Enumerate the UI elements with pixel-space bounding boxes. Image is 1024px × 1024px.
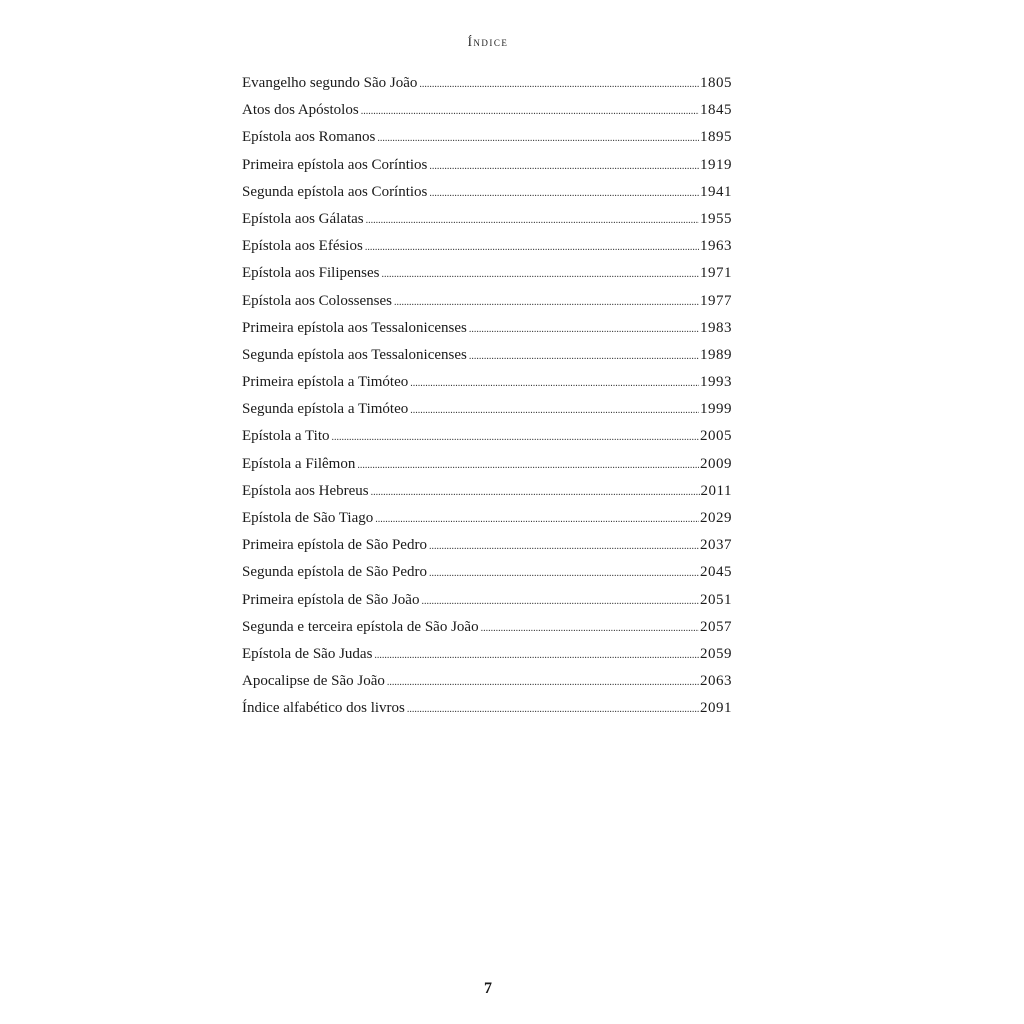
toc-entry-title: Segunda epístola a Timóteo: [242, 401, 409, 418]
toc-entry-title: Epístola aos Hebreus: [242, 482, 369, 499]
toc-entry-title: Epístola de São Tiago: [242, 510, 374, 526]
toc-entry[interactable]: [242, 559, 732, 586]
toc-entry-page: 2011: [700, 482, 732, 499]
dot-leader: [429, 180, 699, 207]
toc-entry[interactable]: [242, 587, 732, 614]
toc-entry-title: Índice alfabético dos livros: [242, 700, 405, 717]
toc-entry-page: 1977: [700, 292, 732, 309]
toc-entry-page: 2051: [700, 591, 732, 608]
dot-leader: [371, 479, 700, 506]
toc-entry-page: 1919: [700, 156, 732, 173]
dot-leader: [357, 452, 699, 479]
toc-entry[interactable]: [242, 179, 732, 206]
toc-entry-page: 1983: [700, 319, 732, 336]
toc-entry[interactable]: [242, 695, 732, 722]
toc-entry-title: Primeira epístola aos Tessalonicenses: [242, 319, 467, 336]
toc-entry[interactable]: [242, 315, 732, 342]
toc-entry[interactable]: [242, 206, 732, 233]
toc-entry-page: 1963: [700, 238, 732, 255]
dot-leader: [429, 533, 699, 560]
toc-entry-title: Epístola de São Judas: [242, 645, 373, 662]
toc-entry-title: Epístola aos Colossenses: [242, 292, 392, 309]
toc-entry[interactable]: [242, 369, 732, 396]
toc-entry[interactable]: [242, 288, 732, 315]
toc-entry[interactable]: [242, 152, 732, 179]
toc-entry-page: 2063: [700, 673, 732, 690]
toc-entry-page: 2045: [700, 564, 732, 581]
toc-entry-page: 1955: [700, 210, 732, 227]
dot-leader: [361, 98, 699, 125]
toc-entry[interactable]: [242, 423, 732, 450]
toc-entry[interactable]: [242, 505, 732, 532]
dot-leader: [332, 424, 699, 451]
toc-entry-title: Epístola aos Efésios: [242, 238, 363, 255]
dot-leader: [429, 153, 699, 180]
dot-leader: [394, 289, 699, 316]
dot-leader: [421, 588, 699, 615]
dot-leader: [469, 316, 699, 343]
toc-entry-title: Segunda e terceira epístola de São João: [242, 618, 479, 635]
toc-entry-title: Apocalipse de São João: [242, 673, 385, 690]
toc-entry-page: 2059: [700, 645, 732, 662]
toc-entry-title: Epístola aos Romanos: [242, 129, 376, 146]
table-of-contents: [242, 70, 732, 723]
toc-entry-title: Primeira epístola de São Pedro: [242, 537, 427, 554]
toc-entry-page: 1971: [700, 265, 732, 282]
toc-entry-page: 2057: [700, 618, 732, 635]
toc-entry[interactable]: [242, 233, 732, 260]
toc-entry-page: 2005: [700, 428, 732, 445]
toc-entry-title: Primeira epístola de São João: [242, 591, 420, 608]
toc-entry[interactable]: [242, 124, 732, 151]
toc-entry-page: 2009: [700, 455, 732, 472]
toc-entry-page: 1993: [700, 374, 732, 391]
dot-leader: [410, 397, 699, 424]
toc-entry-title: Atos dos Apóstolos: [242, 102, 359, 119]
toc-entry-title: Epístola a Tito: [242, 428, 330, 445]
dot-leader: [377, 125, 699, 152]
dot-leader: [410, 370, 699, 397]
toc-entry[interactable]: [242, 478, 732, 505]
toc-entry-page: 1989: [700, 346, 732, 363]
toc-entry-page: 1999: [700, 401, 732, 418]
dot-leader: [374, 642, 699, 669]
dot-leader: [366, 207, 699, 234]
toc-entry-title: Epístola aos Gálatas: [242, 210, 364, 227]
toc-entry-page: 2037: [700, 537, 732, 554]
toc-entry[interactable]: [242, 396, 732, 423]
toc-entry-page: 1805: [700, 75, 732, 91]
toc-entry[interactable]: [242, 451, 732, 478]
toc-entry-title: Segunda epístola aos Coríntios: [242, 183, 428, 200]
toc-entry-title: Primeira epístola a Timóteo: [242, 374, 409, 391]
toc-entry-page: 1845: [700, 102, 732, 119]
toc-entry-title: Primeira epístola aos Coríntios: [242, 156, 428, 173]
dot-leader: [469, 343, 699, 370]
toc-entry-title: Epístola a Filêmon: [242, 455, 356, 472]
toc-entry[interactable]: [242, 70, 732, 97]
dot-leader: [387, 669, 699, 696]
toc-entry[interactable]: [242, 260, 732, 287]
toc-entry-title: Segunda epístola de São Pedro: [242, 564, 427, 581]
toc-entry-page: 2029: [700, 510, 732, 526]
toc-entry-page: 1895: [700, 129, 732, 146]
toc-entry[interactable]: [242, 532, 732, 559]
toc-entry-title: Segunda epístola aos Tessalonicenses: [242, 346, 467, 363]
dot-leader: [375, 506, 699, 533]
toc-entry-title: Epístola aos Filipenses: [242, 265, 380, 282]
toc-entry[interactable]: [242, 641, 732, 668]
dot-leader: [429, 560, 699, 587]
page-title: Índice: [467, 34, 509, 49]
toc-entry[interactable]: [242, 614, 732, 641]
toc-entry[interactable]: [242, 668, 732, 695]
page-number: 7: [484, 980, 492, 997]
toc-entry-page: 1941: [700, 183, 732, 200]
dot-leader: [419, 71, 699, 98]
toc-entry[interactable]: [242, 97, 732, 124]
toc-entry[interactable]: [242, 342, 732, 369]
toc-entry-title: Evangelho segundo São João: [242, 75, 418, 91]
dot-leader: [365, 234, 699, 261]
toc-entry-page: 2091: [700, 700, 732, 717]
dot-leader: [407, 696, 699, 723]
dot-leader: [481, 615, 699, 642]
dot-leader: [382, 261, 700, 288]
